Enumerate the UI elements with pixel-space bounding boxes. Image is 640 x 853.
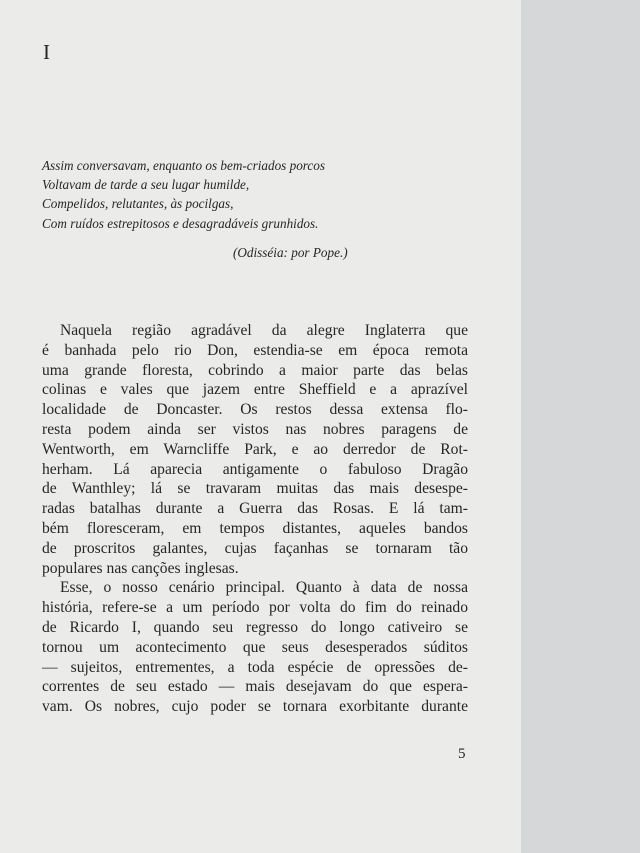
page-number: 5	[458, 746, 466, 762]
text-line: de Ricardo I, quando seu regresso do longo cativeiro se	[42, 618, 468, 636]
text-line: vam. Os nobres, cujo poder se tornara exorbitante durante	[42, 698, 468, 716]
body-text	[42, 321, 468, 717]
text-line: bém floresceram, em tempos distantes, aqueles bandos	[42, 519, 468, 537]
text-line: resta podem ainda ser vistos nas nobres paragens de	[42, 420, 468, 438]
text-line: localidade de Doncaster. Os restos dessa extensa flo-	[42, 401, 468, 419]
text-line: radas batalhas durante a Guerra das Rosas. E lá tam-	[42, 500, 468, 518]
text-line: correntes de seu estado — mais desejavam do que espera-	[42, 678, 468, 696]
text-line: é banhada pelo rio Don, estendia-se em época remota	[42, 341, 468, 359]
page-edge-shadow	[521, 0, 640, 853]
chapter-number: I	[43, 40, 50, 64]
epigraph	[42, 156, 372, 233]
text-line: Naquela região agradável da alegre Inglaterra que	[60, 322, 468, 339]
text-line: uma grande floresta, cobrindo a maior parte das belas	[42, 361, 468, 379]
epigraph-line: Com ruídos estrepitosos e desagradáveis grunhidos.	[42, 215, 319, 231]
text-line: de Wanthley; lá se travaram muitas das mais desespe-	[42, 480, 468, 498]
text-line: de proscritos galantes, cujas façanhas se tornaram tão	[42, 539, 468, 557]
epigraph-line: Voltavam de tarde a seu lugar humilde,	[42, 177, 250, 193]
epigraph-attribution: (Odisséia: por Pope.)	[233, 245, 348, 260]
text-line: — sujeitos, entrementes, a toda espécie de opressões de-	[42, 658, 468, 676]
text-line: herham. Lá aparecia antigamente o fabuloso Dragão	[42, 460, 468, 478]
text-line: Wentworth, em Warncliffe Park, e ao derredor de Rot-	[42, 440, 468, 458]
epigraph-line: Assim conversavam, enquanto os bem-criados porcos	[42, 158, 326, 173]
text-line: tornou um acontecimento que seus desesperados súditos	[42, 638, 468, 656]
text-line: populares nas canções inglesas.	[42, 559, 239, 577]
text-line: Esse, o nosso cenário principal. Quanto à data de nossa	[60, 579, 468, 597]
text-line: colinas e vales que jazem entre Sheffield e a aprazível	[42, 381, 468, 399]
epigraph-line: Compelidos, relutantes, às pocilgas,	[42, 196, 234, 212]
text-line: história, refere-se a um período por volta do fim do reinado	[42, 599, 468, 617]
